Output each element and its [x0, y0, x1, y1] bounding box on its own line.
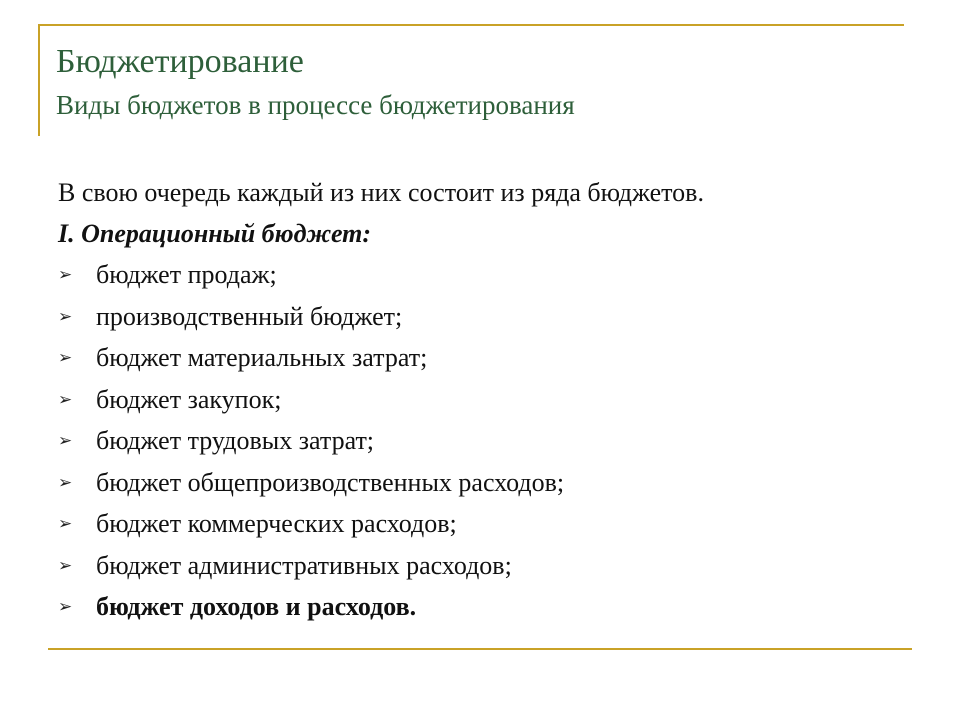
arrow-bullet-icon: ➢	[58, 265, 73, 284]
list-item	[58, 462, 918, 504]
list-item	[58, 337, 918, 379]
arrow-bullet-icon: ➢	[58, 389, 73, 409]
list-item	[58, 420, 918, 462]
top-divider	[40, 24, 904, 26]
list-item-text: бюджет материальных затрат;	[96, 343, 428, 372]
list-item-text: бюджет административных расходов;	[96, 550, 512, 580]
slide-title: Бюджетирование	[56, 43, 304, 80]
arrow-bullet-icon: ➢	[58, 555, 73, 575]
list-item	[58, 545, 918, 587]
arrow-bullet-icon: ➢	[58, 472, 73, 492]
list-item-text: бюджет коммерческих расходов;	[96, 509, 457, 538]
arrow-bullet-icon: ➢	[58, 306, 73, 326]
budget-list	[58, 254, 918, 628]
list-item	[58, 254, 918, 296]
arrow-bullet-icon: ➢	[58, 348, 73, 367]
intro-text: В свою очередь каждый из них состоит из ряда бюджетов.	[58, 178, 704, 207]
list-item-text: бюджет закупок;	[96, 384, 282, 414]
left-divider	[38, 24, 40, 136]
list-item-text: бюджет трудовых затрат;	[96, 426, 375, 455]
slide-body	[58, 172, 918, 628]
list-item-text: бюджет общепроизводственных расходов;	[96, 467, 565, 497]
arrow-bullet-icon: ➢	[58, 514, 73, 533]
list-item	[58, 586, 918, 628]
list-item	[58, 296, 918, 338]
bottom-divider	[48, 648, 912, 650]
slide-subtitle: Виды бюджетов в процессе бюджетирования	[56, 90, 575, 120]
section-title: I. Операционный бюджет:	[58, 219, 372, 248]
list-item-text: бюджет доходов и расходов.	[96, 592, 417, 621]
list-item-text: производственный бюджет;	[96, 301, 403, 331]
arrow-bullet-icon: ➢	[58, 597, 73, 616]
list-item	[58, 379, 918, 421]
list-item-text: бюджет продаж;	[96, 260, 277, 289]
list-item	[58, 503, 918, 545]
arrow-bullet-icon: ➢	[58, 431, 73, 450]
